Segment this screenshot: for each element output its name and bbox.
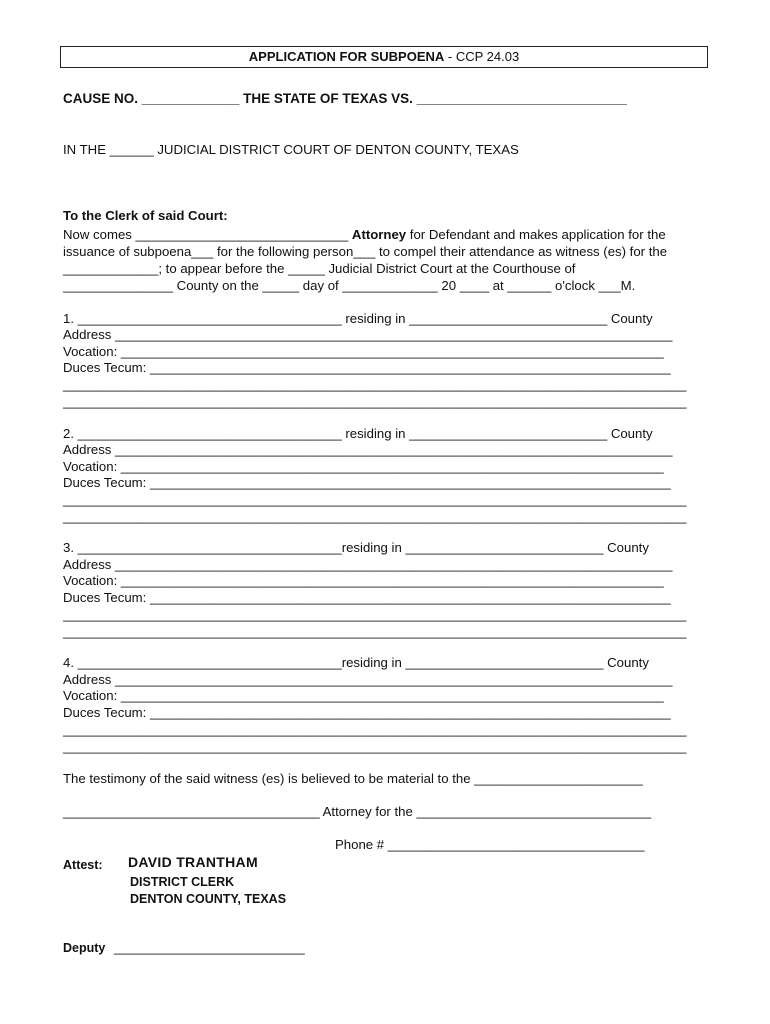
court-line[interactable]: IN THE ______ JUDICIAL DISTRICT COURT OF DENTON COUNTY, TEXAS xyxy=(63,142,519,157)
addressee: To the Clerk of said Court: xyxy=(63,208,228,223)
witness-2-duces-tecum[interactable]: Duces Tecum: _______________________________________________________________________ xyxy=(63,475,671,490)
witness-4-blank-1[interactable]: _____________________________________________________________________________________ xyxy=(63,722,687,737)
witness-1-blank-1[interactable]: _____________________________________________________________________________________ xyxy=(63,377,687,392)
clerk-title: DISTRICT CLERK xyxy=(130,875,235,889)
application-line-1[interactable] xyxy=(63,227,666,243)
attorney-signature-line[interactable]: ___________________________________ Attorney for the ________________________________ xyxy=(63,804,652,819)
deputy-signature-line[interactable]: __________________________ xyxy=(114,940,305,955)
witness-1-name-line[interactable]: 1. ____________________________________ residing in ___________________________ County xyxy=(63,311,653,326)
witness-4-vocation[interactable]: Vocation: __________________________________________________________________________ xyxy=(63,688,664,703)
application-line-4[interactable]: _______________ County on the _____ day of _____________ 20 ____ at ______ o'clock ___M. xyxy=(63,278,636,293)
witness-4-address[interactable]: Address ____________________________________________________________________________ xyxy=(63,672,673,687)
witness-2-name-line[interactable]: 2. ____________________________________ residing in ___________________________ County xyxy=(63,426,653,441)
application-line-1-end: for Defendant and makes application for the xyxy=(406,227,666,242)
witness-1-address[interactable]: Address ____________________________________________________________________________ xyxy=(63,327,673,342)
form-title-statute: - CCP 24.03 xyxy=(444,49,520,64)
witness-2-address[interactable]: Address ____________________________________________________________________________ xyxy=(63,442,673,457)
witness-3-duces-tecum[interactable]: Duces Tecum: _______________________________________________________________________ xyxy=(63,590,671,605)
witness-3-address[interactable]: Address ____________________________________________________________________________ xyxy=(63,557,673,572)
witness-4-duces-tecum[interactable]: Duces Tecum: _______________________________________________________________________ xyxy=(63,705,671,720)
witness-2-blank-2[interactable]: _____________________________________________________________________________________ xyxy=(63,509,687,524)
witness-3-blank-1[interactable]: _____________________________________________________________________________________ xyxy=(63,607,687,622)
witness-4-blank-2[interactable]: _____________________________________________________________________________________ xyxy=(63,739,687,754)
application-line-3[interactable]: _____________; to appear before the _____ Judicial District Court at the Courthouse of xyxy=(63,261,576,276)
witness-2-blank-1[interactable]: _____________________________________________________________________________________ xyxy=(63,492,687,507)
witness-2-vocation[interactable]: Vocation: __________________________________________________________________________ xyxy=(63,459,664,474)
deputy-label: Deputy xyxy=(63,941,106,955)
witness-1-vocation[interactable]: Vocation: __________________________________________________________________________ xyxy=(63,344,664,359)
form-title: APPLICATION FOR SUBPOENA xyxy=(248,49,445,64)
form-title-box xyxy=(60,46,708,68)
application-line-2[interactable]: issuance of subpoena___ for the following person___ to compel their attendance as witness (es) for the xyxy=(63,244,668,259)
witness-1-duces-tecum[interactable]: Duces Tecum: _______________________________________________________________________ xyxy=(63,360,671,375)
cause-number-line[interactable]: CAUSE NO. _____________ THE STATE OF TEXAS VS. ____________________________ xyxy=(63,91,627,106)
witness-4-name-line[interactable]: 4. ____________________________________residing in ___________________________ County xyxy=(63,655,649,670)
clerk-name: DAVID TRANTHAM xyxy=(128,854,258,870)
witness-1-blank-2[interactable]: _____________________________________________________________________________________ xyxy=(63,394,687,409)
witness-3-blank-2[interactable]: _____________________________________________________________________________________ xyxy=(63,624,687,639)
testimony-line[interactable]: The testimony of the said witness (es) is believed to be material to the _______________________ xyxy=(63,771,643,786)
application-line-1-start: Now comes _____________________________ xyxy=(63,227,352,242)
witness-3-name-line[interactable]: 3. ____________________________________residing in ___________________________ County xyxy=(63,540,649,555)
witness-3-vocation[interactable]: Vocation: __________________________________________________________________________ xyxy=(63,573,664,588)
phone-line[interactable]: Phone # ___________________________________ xyxy=(335,837,645,852)
attorney-label: Attorney xyxy=(351,227,407,242)
clerk-county: DENTON COUNTY, TEXAS xyxy=(130,892,287,906)
attest-label: Attest: xyxy=(63,858,103,872)
